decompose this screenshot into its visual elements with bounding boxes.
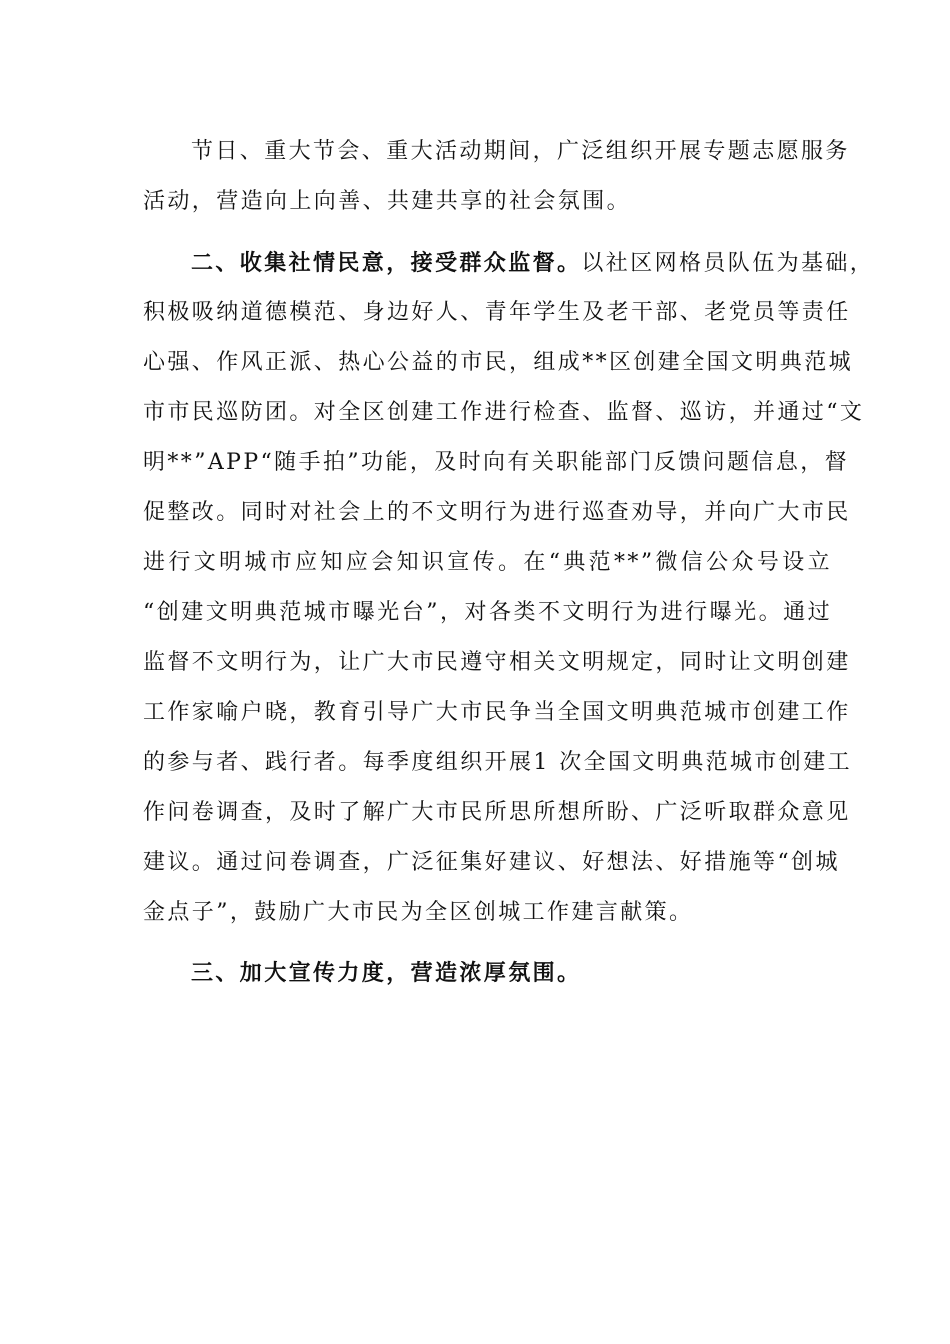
paragraph-line: 积极吸纳道德模范、身边好人、青年学生及老干部、老党员等责任 bbox=[143, 300, 851, 325]
paragraph-line: 促整改。同时对社会上的不文明行为进行巡查劝导，并向广大市民 bbox=[143, 500, 851, 525]
section-3-heading: 三、加大宣传力度，营造浓厚氛围。 bbox=[191, 960, 582, 986]
paragraph-line: 作问卷调查，及时了解广大市民所思所想所盼、广泛听取群众意见 bbox=[143, 800, 851, 825]
paragraph-line: 建议。通过问卷调查，广泛征集好建议、好想法、好措施等“创城 bbox=[143, 850, 840, 875]
section-2-intro: 以社区网格员队伍为基础， bbox=[581, 251, 875, 276]
paragraph-line: 心强、作风正派、热心公益的市民，组成**区创建全国文明典范城 bbox=[143, 350, 854, 375]
section-2-heading: 二、收集社情民意，接受群众监督。 bbox=[191, 250, 582, 276]
paragraph-line: 明**”APP“随手拍”功能，及时向有关职能部门反馈问题信息，督 bbox=[143, 450, 850, 475]
paragraph-line: 节日、重大节会、重大活动期间，广泛组织开展专题志愿服务 bbox=[191, 139, 850, 164]
paragraph-line: 的参与者、践行者。每季度组织开展1 次全国文明典范城市创建工 bbox=[143, 750, 852, 775]
section-2-first-line bbox=[191, 248, 875, 278]
paragraph-line: 市市民巡防团。对全区创建工作进行检查、监督、巡访，并通过“文 bbox=[143, 400, 865, 425]
paragraph-line: 监督不文明行为，让广大市民遵守相关文明规定，同时让文明创建 bbox=[143, 650, 851, 675]
paragraph-line: 活动，营造向上向善、共建共享的社会氛围。 bbox=[143, 189, 632, 214]
paragraph-line: “创建文明典范城市曝光台”，对各类不文明行为进行曝光。通过 bbox=[143, 600, 832, 625]
paragraph-line: 进行文明城市应知应会知识宣传。在“典范**”微信公众号设立 bbox=[143, 550, 832, 575]
paragraph-line: 金点子”，鼓励广大市民为全区创城工作建言献策。 bbox=[143, 900, 694, 925]
paragraph-line: 工作家喻户晓，教育引导广大市民争当全国文明典范城市创建工作 bbox=[143, 700, 851, 725]
